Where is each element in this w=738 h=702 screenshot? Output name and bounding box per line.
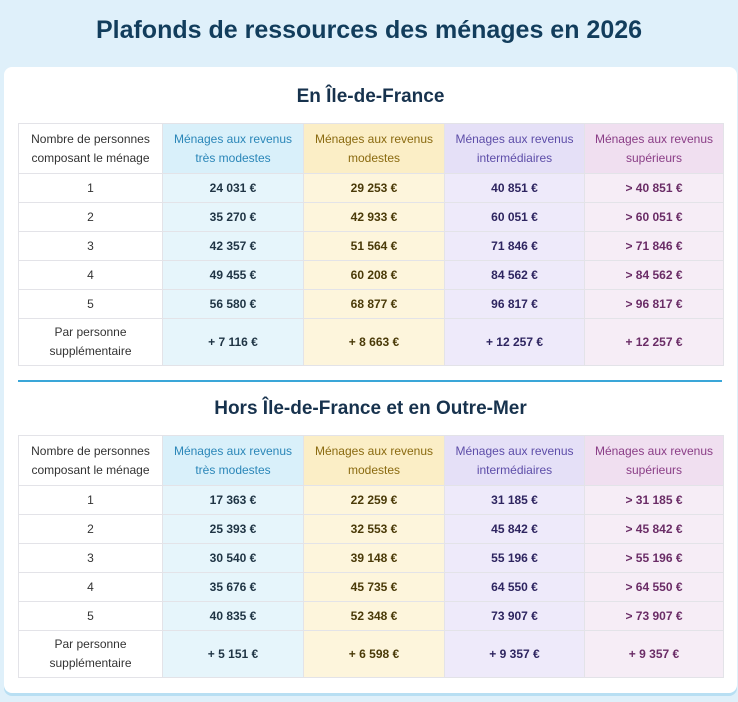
cell-modestes: + 6 598 € [304,631,445,678]
cell-tres-modestes: 49 455 € [163,261,304,290]
cell-superieurs: > 64 550 € [585,573,724,602]
cell-modestes: + 8 663 € [304,319,445,366]
cell-tres-modestes: 40 835 € [163,602,304,631]
section-title-ile-de-france: En Île-de-France [296,86,445,107]
cell-superieurs: > 96 817 € [585,290,724,319]
header-modestes: Ménages aux revenus modestes [304,436,445,486]
table-header-row [19,124,724,174]
header-persons: Nombre de personnes composant le ménage [19,124,163,174]
cell-intermediaires: 84 562 € [445,261,585,290]
header-intermediaires: Ménages aux revenus intermédiaires [445,436,585,486]
cell-persons: 5 [19,290,163,319]
cell-tres-modestes: 35 676 € [163,573,304,602]
section-title-hors-ile-de-france: Hors Île-de-France et en Outre-Mer [214,398,527,419]
cell-intermediaires: 60 051 € [445,203,585,232]
table-header-row [19,436,724,486]
cell-modestes: 45 735 € [304,573,445,602]
header-tres-modestes: Ménages aux revenus très modestes [163,124,304,174]
cell-modestes: 52 348 € [304,602,445,631]
cell-intermediaires: 45 842 € [445,515,585,544]
cell-tres-modestes: 17 363 € [163,486,304,515]
cell-intermediaires: 64 550 € [445,573,585,602]
table-row [19,515,724,544]
income-table-hors-ile-de-france [18,435,724,678]
cell-superieurs: > 84 562 € [585,261,724,290]
cell-intermediaires: + 9 357 € [445,631,585,678]
cell-persons: 3 [19,232,163,261]
cell-tres-modestes: 56 580 € [163,290,304,319]
cell-persons: 3 [19,544,163,573]
header-intermediaires: Ménages aux revenus intermédiaires [445,124,585,174]
cell-intermediaires: + 12 257 € [445,319,585,366]
cell-superieurs: + 9 357 € [585,631,724,678]
table-row [19,203,724,232]
header-persons: Nombre de personnes composant le ménage [19,436,163,486]
header-superieurs: Ménages aux revenus supérieurs [585,124,724,174]
cell-modestes: 42 933 € [304,203,445,232]
cell-modestes: 29 253 € [304,174,445,203]
cell-superieurs: > 73 907 € [585,602,724,631]
cell-superieurs: > 45 842 € [585,515,724,544]
cell-tres-modestes: 25 393 € [163,515,304,544]
cell-tres-modestes: + 5 151 € [163,631,304,678]
table-row-extra-person [19,319,724,366]
table-row [19,573,724,602]
cell-persons: 2 [19,203,163,232]
cell-intermediaires: 73 907 € [445,602,585,631]
header-tres-modestes: Ménages aux revenus très modestes [163,436,304,486]
cell-tres-modestes: 42 357 € [163,232,304,261]
cell-tres-modestes: + 7 116 € [163,319,304,366]
cell-intermediaires: 40 851 € [445,174,585,203]
cell-intermediaires: 55 196 € [445,544,585,573]
cell-tres-modestes: 24 031 € [163,174,304,203]
cell-intermediaires: 31 185 € [445,486,585,515]
section-divider [18,380,722,382]
cell-persons: Par personne supplémentaire [19,631,163,678]
cell-modestes: 60 208 € [304,261,445,290]
cell-superieurs: > 71 846 € [585,232,724,261]
cell-persons: 2 [19,515,163,544]
content-card [4,67,737,693]
table-row [19,290,724,319]
cell-persons: 4 [19,573,163,602]
cell-modestes: 22 259 € [304,486,445,515]
cell-superieurs: + 12 257 € [585,319,724,366]
cell-superieurs: > 60 051 € [585,203,724,232]
cell-tres-modestes: 35 270 € [163,203,304,232]
header-superieurs: Ménages aux revenus supérieurs [585,436,724,486]
table-row [19,544,724,573]
cell-persons: 4 [19,261,163,290]
cell-superieurs: > 40 851 € [585,174,724,203]
table-row [19,232,724,261]
table-row [19,261,724,290]
cell-modestes: 51 564 € [304,232,445,261]
table-row [19,602,724,631]
cell-persons: Par personne supplémentaire [19,319,163,366]
table-row-extra-person [19,631,724,678]
income-table-ile-de-france [18,123,724,366]
cell-modestes: 32 553 € [304,515,445,544]
cell-superieurs: > 55 196 € [585,544,724,573]
cell-persons: 1 [19,486,163,515]
cell-superieurs: > 31 185 € [585,486,724,515]
table-row [19,174,724,203]
header-modestes: Ménages aux revenus modestes [304,124,445,174]
table-row [19,486,724,515]
cell-modestes: 39 148 € [304,544,445,573]
cell-intermediaires: 71 846 € [445,232,585,261]
cell-persons: 5 [19,602,163,631]
cell-modestes: 68 877 € [304,290,445,319]
cell-intermediaires: 96 817 € [445,290,585,319]
page-title: Plafonds de ressources des ménages en 2026 [95,16,643,44]
cell-persons: 1 [19,174,163,203]
cell-tres-modestes: 30 540 € [163,544,304,573]
